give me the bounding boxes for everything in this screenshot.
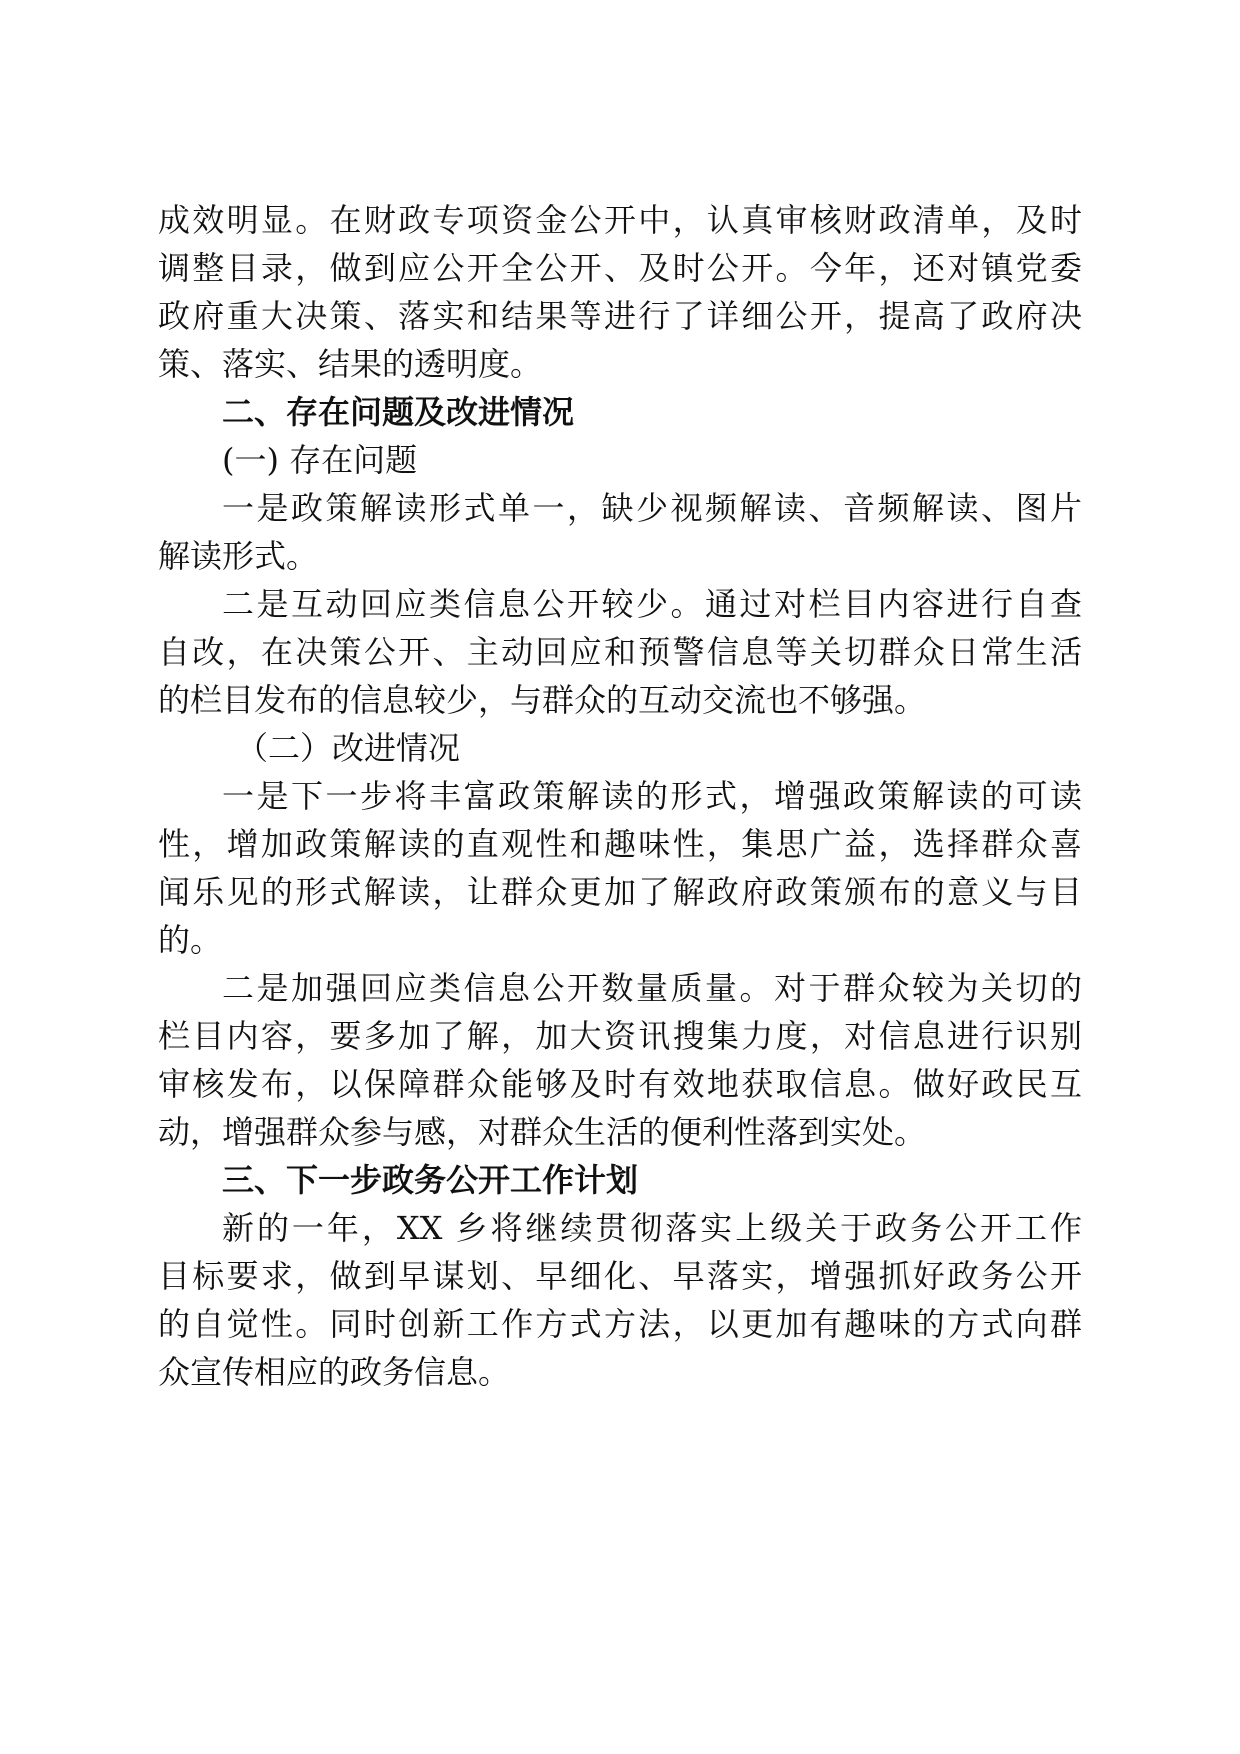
document-page [158, 196, 1082, 1396]
paragraph-line: 的。 [158, 921, 223, 959]
paragraph-line: 审核发布，以保障群众能够及时有效地获取信息。做好政民互 [158, 1065, 1082, 1103]
paragraph-line: 性，增加政策解读的直观性和趣味性，集思广益，选择群众喜 [158, 825, 1082, 863]
paragraph-line: 的栏目发布的信息较少，与群众的互动交流也不够强。 [158, 681, 927, 719]
paragraph-line: 二是互动回应类信息公开较少。通过对栏目内容进行自查 [222, 585, 1082, 623]
improvement-paragraph-1 [158, 772, 1082, 964]
paragraph-line: 成效明显。在财政专项资金公开中，认真审核财政清单，及时 [158, 201, 1082, 239]
paragraph-line: 栏目内容，要多加了解，加大资讯搜集力度，对信息进行识别 [158, 1017, 1082, 1055]
paragraph-line: 闻乐见的形式解读，让群众更加了解政府政策颁布的意义与目 [158, 873, 1082, 911]
problem-paragraph-1 [158, 484, 1082, 580]
paragraph-line: 一是下一步将丰富政策解读的形式，增强政策解读的可读 [222, 777, 1082, 815]
paragraph-line: 调整目录，做到应公开全公开、及时公开。今年，还对镇党委 [158, 249, 1082, 287]
subheading-existing-problems: (一) 存在问题 [222, 441, 418, 479]
paragraph-line: 自改，在决策公开、主动回应和预警信息等关切群众日常生活 [158, 633, 1082, 671]
problem-paragraph-2 [158, 580, 1082, 724]
plan-paragraph [158, 1204, 1082, 1396]
subheading-improvements: （二）改进情况 [236, 729, 461, 767]
paragraph-line: 新的一年，XX 乡将继续贯彻落实上级关于政务公开工作 [222, 1209, 1082, 1247]
section-heading-next-steps: 三、下一步政务公开工作计划 [222, 1161, 639, 1199]
paragraph-line: 众宣传相应的政务信息。 [158, 1353, 511, 1391]
paragraph-line: 策、落实、结果的透明度。 [158, 345, 543, 383]
paragraph-line: 二是加强回应类信息公开数量质量。对于群众较为关切的 [222, 969, 1082, 1007]
improvement-paragraph-2 [158, 964, 1082, 1156]
paragraph-line: 动，增强群众参与感，对群众生活的便利性落到实处。 [158, 1113, 927, 1151]
paragraph-line: 目标要求，做到早谋划、早细化、早落实，增强抓好政务公开 [158, 1257, 1082, 1295]
paragraph-line: 的自觉性。同时创新工作方式方法，以更加有趣味的方式向群 [158, 1305, 1082, 1343]
section-heading-problems: 二、存在问题及改进情况 [222, 393, 575, 431]
paragraph-line: 解读形式。 [158, 537, 319, 575]
paragraph-line: 一是政策解读形式单一，缺少视频解读、音频解读、图片 [222, 489, 1082, 527]
intro-paragraph [158, 196, 1082, 388]
paragraph-line: 政府重大决策、落实和结果等进行了详细公开，提高了政府决 [158, 297, 1082, 335]
